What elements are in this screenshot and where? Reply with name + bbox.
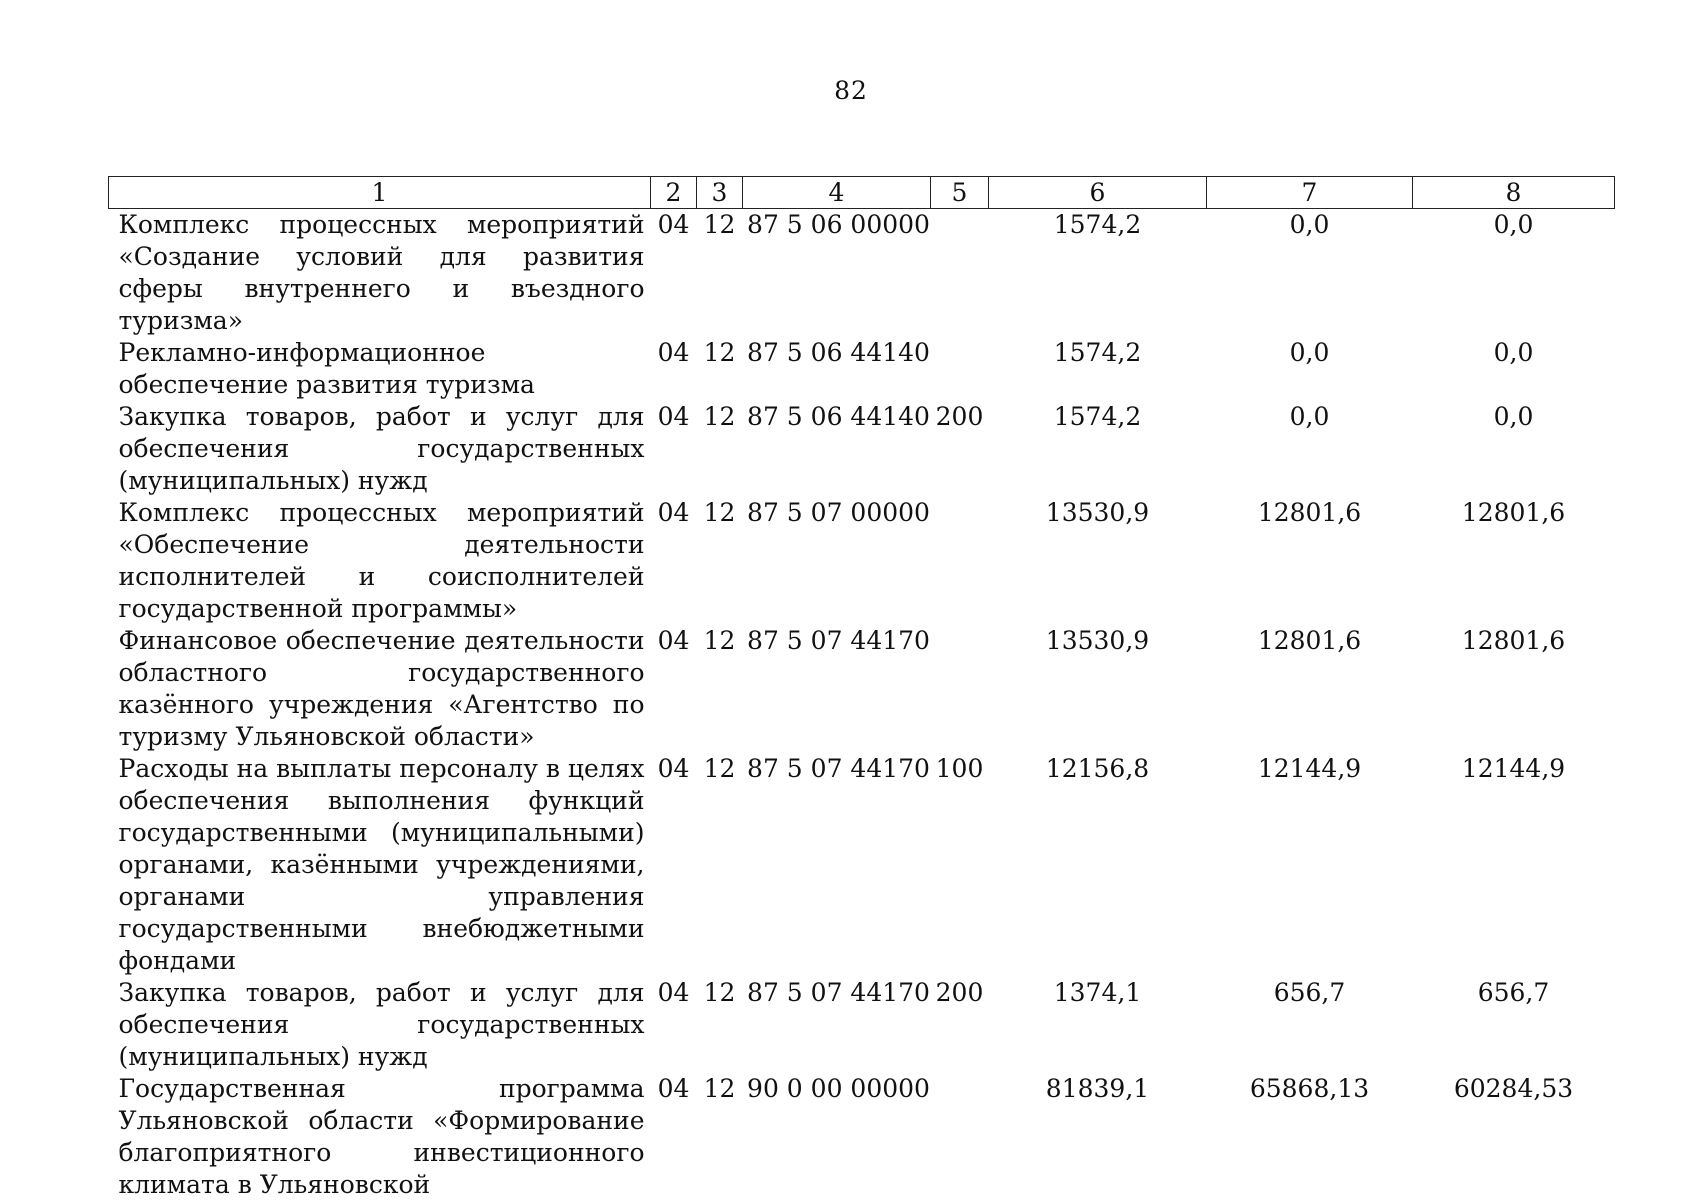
cell-expense-type (931, 337, 989, 401)
row-name: Закупка товаров, работ и услуг для обеспечения государственных (муниципальных) нужд (118, 978, 645, 1071)
cell-col-2: 04 (657, 402, 690, 431)
row-name: Финансовое обеспечение деятельности областного государственного казённого учреждения «Агентство по туризму Ульяновской области» (118, 626, 645, 751)
cell-target-code: 87 5 06 44140 (747, 338, 930, 367)
cell-value-col-6: 1574,2 (1053, 402, 1142, 431)
cell-value-col-8: 0,0 (1493, 210, 1534, 239)
page-number: 82 (834, 76, 868, 105)
cell-expense-type (931, 625, 989, 753)
column-header-3: 3 (697, 177, 743, 209)
cell-value-col-7: 12144,9 (1257, 754, 1362, 783)
cell-col-3: 12 (703, 626, 736, 655)
table-row (109, 753, 1615, 977)
cell-col-3: 12 (703, 1074, 736, 1103)
table-row (109, 401, 1615, 497)
column-header-8: 8 (1413, 177, 1615, 209)
column-header-7: 7 (1207, 177, 1413, 209)
cell-value-col-6: 1574,2 (1053, 210, 1142, 239)
cell-value-col-6: 1574,2 (1053, 338, 1142, 367)
cell-value-col-8: 656,7 (1477, 978, 1550, 1007)
column-header-6: 6 (989, 177, 1207, 209)
cell-value-col-7: 0,0 (1289, 338, 1330, 367)
cell-expense-type (931, 1073, 989, 1201)
row-name: Расходы на выплаты персоналу в целях обеспечения выполнения функций государственными (муниципальными) органами, казёнными учреждениями, органами управления государственными внебюджетными фондами (118, 754, 645, 975)
cell-expense-type: 200 (935, 978, 984, 1007)
table-row (109, 209, 1615, 338)
cell-value-col-7: 656,7 (1273, 978, 1346, 1007)
cell-col-2: 04 (657, 1074, 690, 1103)
cell-value-col-8: 12144,9 (1461, 754, 1566, 783)
cell-value-col-8: 12801,6 (1461, 626, 1566, 655)
cell-value-col-7: 65868,13 (1249, 1074, 1370, 1103)
cell-expense-type: 100 (935, 754, 984, 783)
cell-col-2: 04 (657, 338, 690, 367)
column-header-5: 5 (931, 177, 989, 209)
cell-target-code: 87 5 07 44170 (747, 978, 930, 1007)
table-row (109, 977, 1615, 1073)
table-row (109, 337, 1615, 401)
cell-target-code: 87 5 07 44170 (747, 626, 930, 655)
table-header-row (109, 177, 1615, 209)
cell-value-col-8: 12801,6 (1461, 498, 1566, 527)
budget-table (108, 176, 1615, 1201)
cell-value-col-8: 0,0 (1493, 338, 1534, 367)
row-name: Рекламно-информационное обеспечение развития туризма (118, 338, 535, 399)
cell-col-3: 12 (703, 338, 736, 367)
cell-col-2: 04 (657, 626, 690, 655)
cell-col-3: 12 (703, 498, 736, 527)
row-name: Комплекс процессных мероприятий «Обеспечение деятельности исполнителей и соисполнителей государственной программы» (118, 498, 645, 623)
table-row (109, 625, 1615, 753)
row-name: Государственная программа Ульяновской области «Формирование благоприятного инвестиционного климата в Ульяновской (118, 1074, 645, 1199)
row-name: Закупка товаров, работ и услуг для обеспечения государственных (муниципальных) нужд (118, 402, 645, 495)
cell-value-col-7: 12801,6 (1257, 498, 1362, 527)
row-name: Комплекс процессных мероприятий «Создание условий для развития сферы внутреннего и въездного туризма» (118, 210, 645, 335)
cell-col-3: 12 (703, 754, 736, 783)
cell-col-2: 04 (657, 498, 690, 527)
cell-expense-type: 200 (935, 402, 984, 431)
cell-col-3: 12 (703, 978, 736, 1007)
cell-value-col-7: 0,0 (1289, 210, 1330, 239)
cell-col-3: 12 (703, 402, 736, 431)
column-header-2: 2 (651, 177, 697, 209)
cell-value-col-6: 81839,1 (1045, 1074, 1150, 1103)
cell-value-col-6: 1374,1 (1053, 978, 1142, 1007)
table-row (109, 497, 1615, 625)
cell-value-col-8: 0,0 (1493, 402, 1534, 431)
cell-col-3: 12 (703, 210, 736, 239)
cell-col-2: 04 (657, 978, 690, 1007)
cell-value-col-8: 60284,53 (1453, 1074, 1574, 1103)
cell-col-2: 04 (657, 754, 690, 783)
cell-target-code: 87 5 06 44140 (747, 402, 930, 431)
cell-expense-type (931, 209, 989, 338)
cell-value-col-6: 12156,8 (1045, 754, 1150, 783)
cell-target-code: 90 0 00 00000 (747, 1074, 930, 1103)
cell-target-code: 87 5 07 00000 (747, 498, 930, 527)
cell-target-code: 87 5 06 00000 (747, 210, 930, 239)
cell-col-2: 04 (657, 210, 690, 239)
cell-value-col-7: 0,0 (1289, 402, 1330, 431)
cell-target-code: 87 5 07 44170 (747, 754, 930, 783)
cell-value-col-6: 13530,9 (1045, 498, 1150, 527)
cell-value-col-7: 12801,6 (1257, 626, 1362, 655)
cell-value-col-6: 13530,9 (1045, 626, 1150, 655)
column-header-1: 1 (109, 177, 651, 209)
cell-expense-type (931, 497, 989, 625)
column-header-4: 4 (743, 177, 931, 209)
table-row (109, 1073, 1615, 1201)
